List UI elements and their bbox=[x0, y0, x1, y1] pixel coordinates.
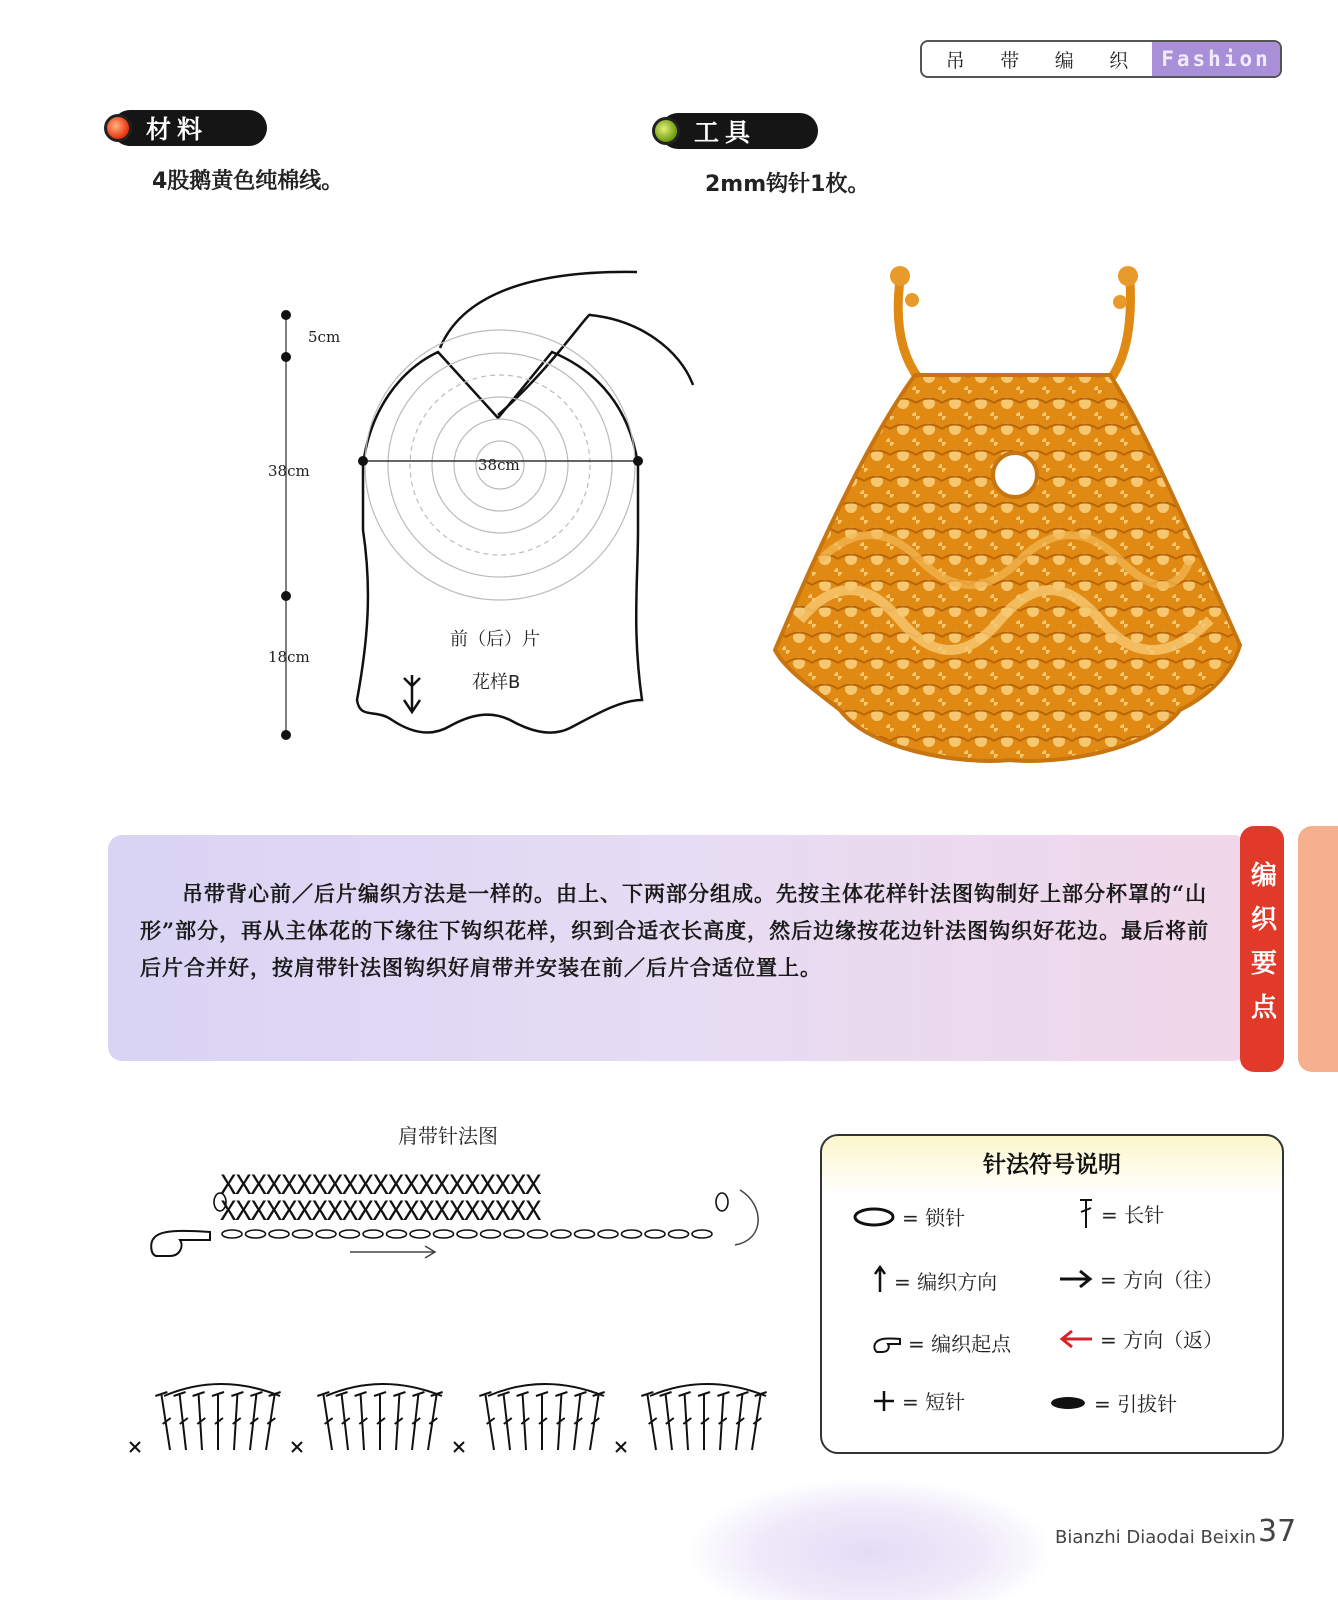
tools-label: 工具 bbox=[694, 118, 757, 147]
knit-direction-icon bbox=[872, 1264, 888, 1296]
single-crochet-icon bbox=[872, 1389, 896, 1413]
chapter-char: 吊 bbox=[945, 49, 965, 72]
tools-heading bbox=[660, 113, 818, 149]
page-number: 37 bbox=[1258, 1514, 1297, 1549]
width-dot-left bbox=[358, 456, 368, 466]
chain-stitch bbox=[457, 1230, 477, 1238]
edging-dc-mark bbox=[641, 1392, 656, 1450]
edging-dc-mark bbox=[193, 1392, 206, 1450]
chain-stitch bbox=[551, 1230, 571, 1238]
single-crochet-mark bbox=[454, 1442, 464, 1452]
fashion-label: Fashion bbox=[1152, 42, 1280, 76]
edging-dc-mark bbox=[536, 1392, 548, 1450]
chapter-header-tab bbox=[920, 40, 1282, 78]
piece-name-label: 前（后）片 bbox=[450, 629, 540, 650]
strap-stitch-chart bbox=[140, 1160, 780, 1280]
materials-label: 材料 bbox=[146, 115, 209, 144]
width-dot-right bbox=[633, 456, 643, 466]
single-crochet-mark bbox=[292, 1442, 302, 1452]
edging-dc-mark bbox=[698, 1392, 710, 1450]
edging-dc-mark bbox=[231, 1392, 243, 1450]
edging-dc-mark bbox=[555, 1392, 567, 1450]
edging-dc-mark bbox=[517, 1392, 530, 1450]
photo-center-hole bbox=[993, 453, 1037, 497]
edging-dc-mark bbox=[660, 1392, 674, 1450]
start-hand-icon bbox=[872, 1332, 902, 1354]
edging-dc-mark bbox=[336, 1392, 350, 1450]
chain-stitch bbox=[246, 1230, 266, 1238]
edging-dc-mark bbox=[212, 1392, 224, 1450]
strap-chart-title: 肩带针法图 bbox=[398, 1124, 498, 1148]
strap-curve-left bbox=[440, 272, 637, 348]
edging-dc-mark bbox=[174, 1392, 188, 1450]
chain-stitch bbox=[598, 1230, 618, 1238]
edging-dc-mark bbox=[590, 1392, 605, 1450]
slip-stitch-icon bbox=[1048, 1393, 1088, 1413]
edging-dc-mark bbox=[717, 1392, 729, 1450]
chain-stitch bbox=[481, 1230, 501, 1238]
chain-stitch bbox=[575, 1230, 595, 1238]
width-label: 38cm bbox=[478, 456, 520, 474]
edging-dc-mark bbox=[393, 1392, 405, 1450]
chapter-char: 织 bbox=[1109, 49, 1129, 72]
edging-dc-mark bbox=[736, 1392, 748, 1450]
dim-body-label: 38cm bbox=[268, 462, 310, 480]
stitch-symbol-legend bbox=[820, 1134, 1284, 1454]
chapter-title bbox=[922, 46, 1152, 73]
edging-dc-mark bbox=[355, 1392, 368, 1450]
chapter-char: 编 bbox=[1054, 49, 1074, 72]
finished-top-photo bbox=[760, 260, 1280, 780]
chain-stitch bbox=[293, 1230, 313, 1238]
chain-stitch bbox=[316, 1230, 336, 1238]
edging-dc-mark bbox=[250, 1392, 262, 1450]
chain-stitch bbox=[504, 1230, 524, 1238]
legend-direction: = 编织方向 bbox=[872, 1264, 997, 1296]
pattern-name-label: 花样B bbox=[472, 672, 521, 693]
edging-dc-mark bbox=[679, 1392, 692, 1450]
garment-schematic bbox=[260, 260, 720, 770]
edging-dc-mark bbox=[317, 1392, 332, 1450]
chain-stitch bbox=[340, 1230, 360, 1238]
edging-dc-mark bbox=[374, 1392, 386, 1450]
chain-stitch bbox=[410, 1230, 430, 1238]
edging-dc-mark bbox=[498, 1392, 512, 1450]
edging-dc-mark bbox=[428, 1392, 443, 1450]
chain-stitch bbox=[622, 1230, 642, 1238]
knitting-instructions-panel bbox=[108, 835, 1248, 1061]
legend-back: = 方向（返） bbox=[1058, 1324, 1223, 1353]
dim-bottom-label: 18cm bbox=[268, 648, 310, 666]
legend-forward: = 方向（往） bbox=[1058, 1264, 1223, 1293]
forward-arrow-icon bbox=[1058, 1267, 1094, 1291]
photo-strap-right bbox=[1110, 280, 1130, 380]
strap-curve-right bbox=[498, 315, 693, 415]
key-points-tag: 编织要点 bbox=[1240, 826, 1284, 1072]
instructions-text: 吊带背心前／后片编织方法是一样的。由上、下两部分组成。先按主体花样针法图钩制好上部分杯罩的“山形”部分，再从主体花的下缘往下钩织花样，织到合适衣长高度，然后边缘按花边针法图钩织好花边。最后将前后片合并好，按肩带针法图钩织好肩带并安装在前／后片合适位置上。 bbox=[140, 881, 1210, 980]
background-watermark bbox=[690, 1480, 1050, 1600]
legend-title: 针法符号说明 bbox=[983, 1152, 1121, 1178]
edging-dc-mark bbox=[155, 1392, 170, 1450]
edging-dc-mark bbox=[479, 1392, 494, 1450]
chain-stitch bbox=[269, 1230, 289, 1238]
chain-stitch bbox=[669, 1230, 689, 1238]
materials-heading bbox=[112, 110, 267, 146]
legend-slip: = 引拔针 bbox=[1048, 1388, 1177, 1417]
single-crochet-mark bbox=[616, 1442, 626, 1452]
forward-arrow-icon bbox=[350, 1246, 435, 1258]
edging-dc-mark bbox=[752, 1392, 767, 1450]
orange-bullet-icon bbox=[104, 114, 132, 142]
chain-stitch bbox=[645, 1230, 665, 1238]
knit-direction-icon bbox=[404, 675, 420, 712]
edging-stitch-chart bbox=[120, 1380, 800, 1480]
chain-stitch bbox=[387, 1230, 407, 1238]
double-crochet-icon bbox=[1077, 1196, 1095, 1230]
legend-start: = 编织起点 bbox=[872, 1328, 1011, 1357]
chain-stitch bbox=[363, 1230, 383, 1238]
start-hand-icon bbox=[151, 1231, 210, 1256]
chain-stitch bbox=[222, 1230, 242, 1238]
green-bullet-icon bbox=[652, 117, 680, 145]
strap-row-1: XXXXXXXXXXXXXXXXXXXXX bbox=[220, 1170, 541, 1201]
strap-chain-row bbox=[222, 1230, 712, 1238]
legend-dc: = 长针 bbox=[1077, 1196, 1164, 1230]
tools-text: 2mm钩针1枚。 bbox=[705, 172, 870, 197]
back-arrow-icon bbox=[1058, 1327, 1094, 1351]
legend-chain: = 锁针 bbox=[852, 1202, 965, 1231]
side-accent-bar bbox=[1298, 826, 1338, 1072]
chain-stitch bbox=[434, 1230, 454, 1238]
chain-stitch-icon bbox=[852, 1206, 896, 1228]
dim-top-label: 5cm bbox=[308, 328, 341, 346]
edging-dc-mark bbox=[266, 1392, 281, 1450]
materials-text: 4股鹅黄色纯棉线。 bbox=[152, 169, 344, 194]
edging-dc-mark bbox=[412, 1392, 424, 1450]
single-crochet-mark bbox=[130, 1442, 140, 1452]
legend-sc: = 短针 bbox=[872, 1386, 965, 1415]
book-title-footer: Bianzhi Diaodai Beixin bbox=[1055, 1527, 1256, 1548]
edging-dc-mark bbox=[574, 1392, 586, 1450]
strap-row-2: XXXXXXXXXXXXXXXXXXXXX bbox=[220, 1196, 541, 1227]
chain-stitch bbox=[528, 1230, 548, 1238]
chain-stitch bbox=[692, 1230, 712, 1238]
chapter-char: 带 bbox=[1000, 49, 1020, 72]
